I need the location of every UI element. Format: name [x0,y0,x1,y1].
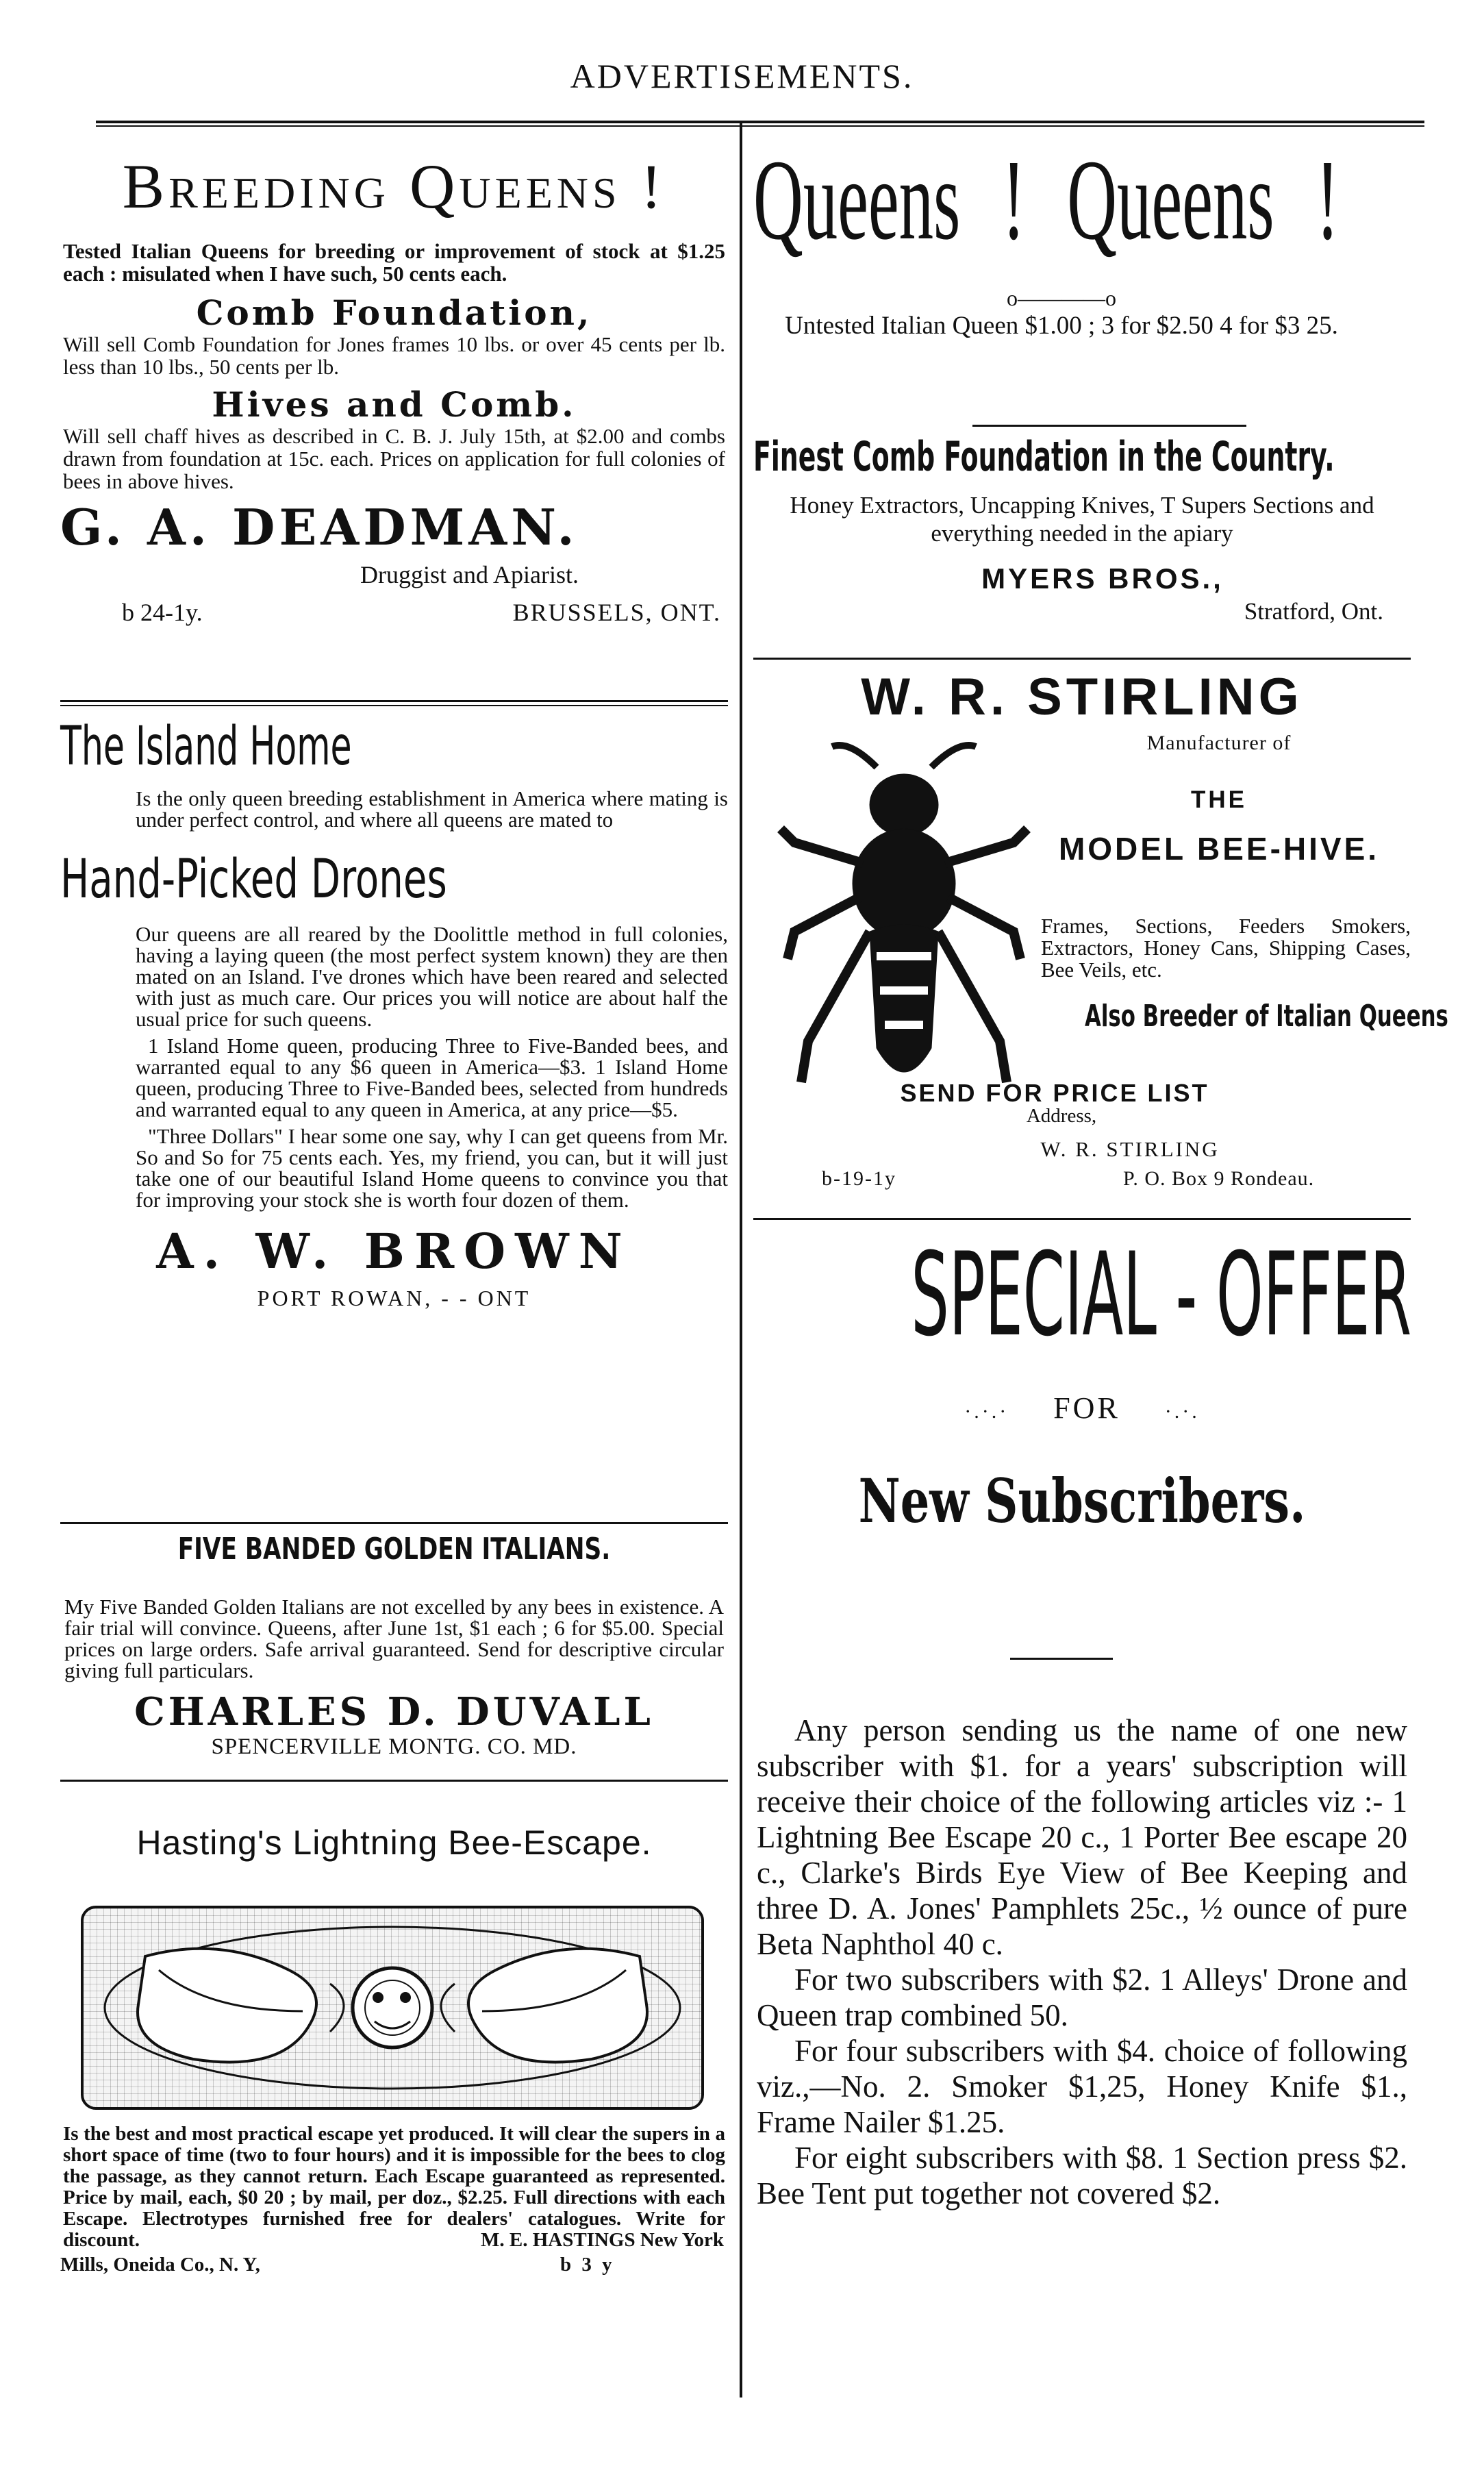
offer-p4: For eight subscribers with $8. 1 Section press $2. Bee Tent put together not covered $2. [757,2141,1407,2210]
stirling-address-label: Address, [1026,1105,1097,1127]
myers-supplies: Honey Extractors, Uncapping Knives, T Supers Sections and everything needed in the apiary [790,492,1374,547]
duvall-text: My Five Banded Golden Italians are not excelled by any bees in existence. A fair trial will convince. Queens, after June 1st, $1 each ; 6 for $5.00. Special prices on large orders. Safe arrival guaranteed. Send for descriptive circular giving full particulars. [64,1595,724,1682]
deadman-ad [60,152,728,631]
offer-body [757,1713,1407,2211]
deadman-rule-2 [60,705,728,706]
island-p3: "Three Dollars" I hear some one say, why I can get queens from Mr. So and So for 75 cents each. Yes, my friend, you can, but it will just take one of our beautiful Island Home queens to convince you that for improving your stock she is worth four dozen of them. [136,1124,728,1212]
island-rule [60,1522,728,1524]
myers-ad [753,130,1411,340]
hasting-text-block [60,2124,728,2297]
finest-comb-heading: Finest Comb Foundation in the Country. [753,433,1335,481]
deadman-rule [60,700,728,702]
deadman-role: Druggist and Apiarist. [360,561,579,588]
header-rule-thin [96,125,1424,127]
stirling-ad [753,664,1411,730]
island-p1: Our queens are all reared by the Doolittle method in full colonies, having a laying queen (the most perfect system known) they are then mated on an Island. I've drones which have been reared and selected with just as much care. Our prices you will notice are about half the usual price for such queens. [136,922,728,1031]
offer-dots-right: ·.·. [1164,1400,1200,1423]
duvall-name: CHARLES D. DUVALL [134,1689,654,1734]
offer-for-line [753,1391,1411,1425]
hasting-title: Hasting's Lightning Bee-Escape. [136,1823,652,1862]
myers-rule [753,658,1411,660]
stirling-details [1027,732,1448,1038]
offer-p2: For two subscribers with $2. 1 Alleys' Drone and Queen trap combined 50. [757,1963,1407,2032]
stirling-po: P. O. Box 9 Rondeau. [1123,1167,1315,1190]
stirling-breeder: Also Breeder of Italian Queens [1085,999,1448,1034]
queens-separator: o————o [1007,286,1116,310]
page-header: ADVERTISEMENTS. [570,57,914,95]
golden-italians-title: FIVE BANDED GOLDEN ITALIANS. [177,1532,611,1567]
hasting-ad [60,1822,728,1863]
offer-p1: Any person sending us the name of one new subscriber with $1. for a years' subscription will receive their choice of the following articles viz :- 1 Lightning Bee Escape 20 c., 1 Porter Bee escape 20 c., Clarke's Birds Eye View of Bee Keeping and three D. A. Jones' Pamphlets 25c., ½ ounce of pure Beta Naphthol 40 c. [757,1713,1407,1961]
myers-place: Stratford, Ont. [1244,598,1383,625]
bee-escape-drawing [84,1908,701,2107]
hasting-code: b 3 y [560,2254,615,2276]
stirling-footer [753,1079,1411,1200]
island-home-ad [60,714,728,1311]
hasting-text: Is the best and most practical escape yet produced. It will clear the supers in a short space of time (two to four hours) and it is impossible for the bees to clog the passage, as they cannot return. Each Escape guaranteed as represented. Price by mail, each, $0 20 ; by mail, per doz., $2.25. Full directions with each Escape. Electrotypes furnished free for dealers' catalogues. Write for discount. [63,2123,725,2251]
special-offer-title: SPECIAL - OFFER [911,1228,1412,1362]
new-subscribers-title: New Subscribers. [858,1465,1306,1536]
duvall-ad [60,1528,728,1760]
island-home-title: The Island Home [60,716,352,777]
hasting-signature: M. E. HASTINGS New York [480,2229,724,2251]
deadman-name: G. A. DEADMAN. [60,498,579,556]
special-offer [753,1226,1411,1542]
stirling-product: MODEL BEE-HIVE. [1058,831,1380,867]
offer-p3: For four subscribers with $4. choice of following viz.,—No. 2. Smoker $1,25, Honey Knife $1., Frame Nailer $1.25. [757,2034,1407,2139]
stirling-code: b-19-1y [822,1167,896,1190]
island-p2: 1 Island Home queen, producing Three to Five-Banded bees, and warranted equal to any $6 queen in America—$3. 1 Island Home queen, producing Three to Five-Banded bees, selected from hundreds and warranted equal to any queen in America, at any price—$5. [136,1034,728,1121]
myers-short-rule [972,425,1246,427]
breeding-queens-title: Breeding Queens ! [122,151,666,221]
hasting-address: Mills, Oneida Co., N. Y, [60,2254,260,2276]
duvall-place: SPENCERVILLE MONTG. CO. MD. [211,1734,577,1759]
comb-foundation-heading: Comb Foundation, [196,292,592,333]
brown-place: PORT ROWAN, - - ONT [257,1286,531,1310]
header-rule [96,121,1424,123]
offer-dots-left: ·.·.· [964,1400,1009,1423]
stirling-manufacturer: Manufacturer of [1146,732,1292,754]
deadman-place: BRUSSELS, ONT. [512,599,721,626]
island-intro: Is the only queen breeding establishment in America where mating is under perfect control, and where all queens are mated to [136,786,728,832]
offer-for: FOR [1053,1391,1120,1425]
stirling-items: Frames, Sections, Feeders Smokers, Extractors, Honey Cans, Shipping Cases, Bee Veils, etc. [1041,914,1411,982]
stirling-rule [753,1218,1411,1220]
queens-title: Queens ! Queens ! [753,136,1340,264]
myers-ad-lower [753,428,1411,625]
brown-name: A. W. BROWN [156,1223,632,1280]
column-divider [740,123,742,2398]
myers-queen-prices: Untested Italian Queen $1.00 ; 3 for $2.50 4 for $3 25. [785,312,1338,340]
stirling-the: THE [1191,786,1247,813]
offer-short-rule [1010,1658,1113,1660]
myers-name: MYERS BROS., [981,562,1224,595]
stirling-signature: W. R. STIRLING [1040,1137,1220,1161]
bee-escape-illustration [81,1906,704,2110]
stirling-name: W. R. STIRLING [861,668,1303,726]
hand-picked-drones-title: Hand-Picked Drones [60,849,447,910]
stirling-send: SEND FOR PRICE LIST [900,1079,1209,1107]
hives-comb-text: Will sell chaff hives as described in C. B. J. July 15th, at $2.00 and combs drawn from foundation at 15c. each. Prices on application for full colonies of bees in above hives. [63,424,725,493]
comb-foundation-text: Will sell Comb Foundation for Jones frames 10 lbs. or over 45 cents per lb. less than 10 lbs., 50 cents per lb. [63,332,725,379]
duvall-rule [60,1780,728,1782]
deadman-intro: Tested Italian Queens for breeding or improvement of stock at $1.25 each : misulated when I have such, 50 cents each. [63,239,725,286]
deadman-code: b 24-1y. [122,599,203,626]
hives-comb-heading: Hives and Comb. [212,384,577,425]
